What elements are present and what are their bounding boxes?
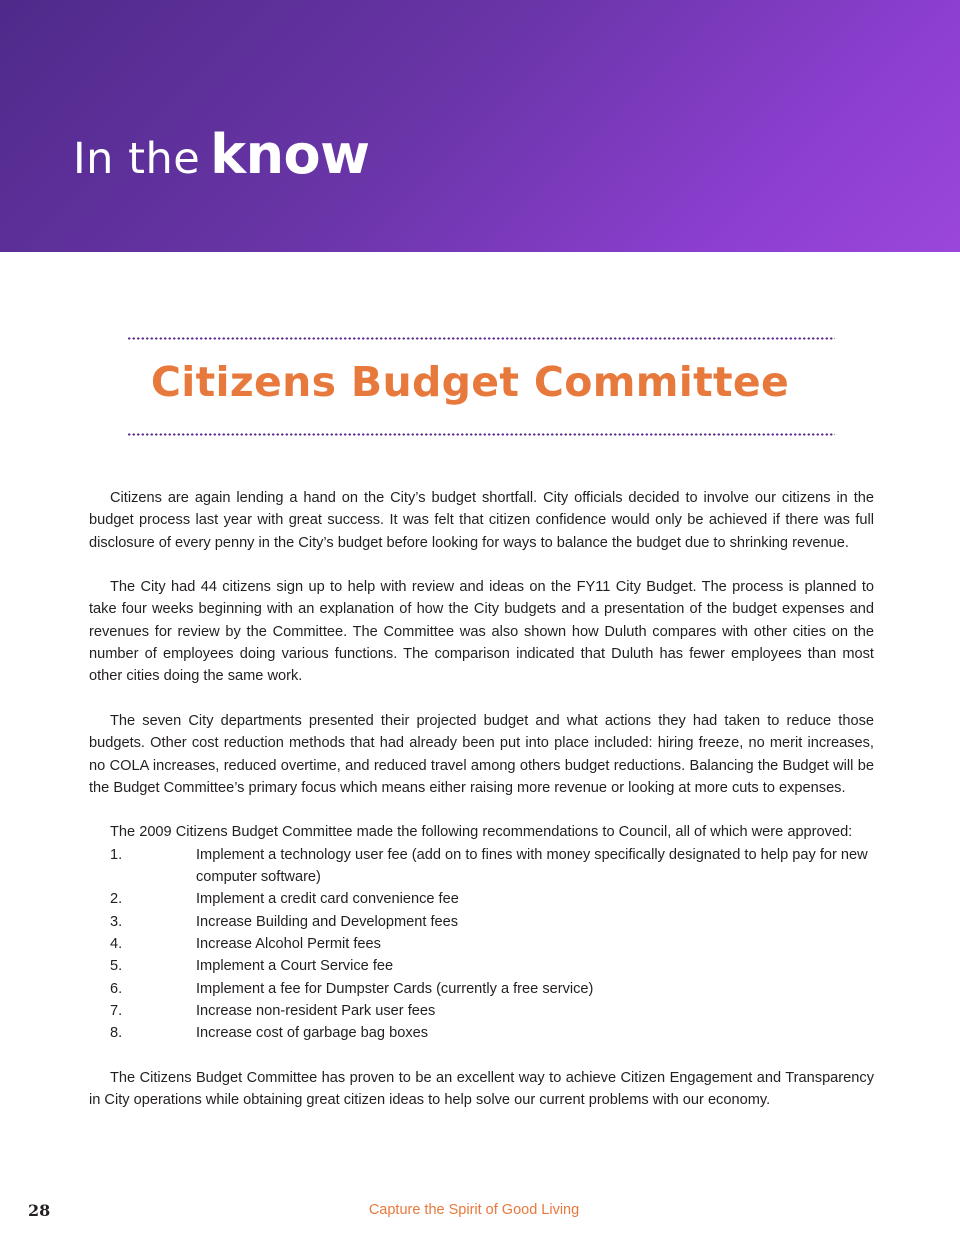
- list-item-number: 5.: [110, 958, 123, 975]
- list-item: [89, 978, 874, 1000]
- list-item: [89, 933, 874, 955]
- list-item-text: Increase cost of garbage bag boxes: [196, 1025, 429, 1042]
- recommendations-list: [89, 844, 874, 1045]
- dotted-divider-top: [127, 337, 835, 340]
- header-banner: [0, 0, 960, 252]
- list-item-text: Increase non-resident Park user fees: [196, 1002, 436, 1019]
- list-item-number: 1.: [110, 846, 123, 863]
- paragraph: The seven City departments presented their projected budget and what actions they had taken to reduce those budgets. Other cost reduction methods that had already been put into place included: hiring freeze, no merit increases, no COLA increases, reduced overtime, and reduced travel among others budget reductions. Balancing the Budget will be the Budget Committee’s primary focus which means either raising more revenue or looking at more cuts to expenses.: [89, 712, 874, 796]
- list-item: [89, 1000, 874, 1022]
- list-item: [89, 844, 874, 889]
- page-number: 28: [28, 1201, 51, 1220]
- article-title: Citizens Budget Committee: [150, 358, 790, 406]
- dotted-divider-bottom: [127, 433, 835, 436]
- list-item-number: 4.: [110, 935, 123, 952]
- list-item: [89, 911, 874, 933]
- list-item-text: Implement a credit card convenience fee: [196, 891, 459, 908]
- list-item: [89, 888, 874, 910]
- paragraph: Citizens are again lending a hand on the City’s budget shortfall. City officials decided to involve our citizens in the budget process last year with great success. It was felt that citizen confidence would only be achieved if there was full disclosure of every penny in the City’s budget before looking for ways to balance the budget due to shrinking revenue.: [89, 490, 874, 551]
- banner-title-light: In the: [73, 134, 201, 184]
- list-item-number: 3.: [110, 913, 123, 930]
- list-item-number: 8.: [110, 1025, 123, 1042]
- footer-tagline: Capture the Spirit of Good Living: [368, 1202, 580, 1218]
- list-item-text: Increase Alcohol Permit fees: [196, 935, 381, 952]
- paragraph: The City had 44 citizens sign up to help with review and ideas on the FY11 City Budget. The process is planned to take four weeks beginning with an explanation of how the City budgets and a presentation of the budget expenses and revenues for review by the Committee. The Committee was also shown how Duluth compares with other cities on the number of employees doing various functions. The comparison indicated that Duluth has fewer employees than most other cities doing the same work.: [89, 579, 874, 685]
- list-item-text: Implement a Court Service fee: [196, 958, 394, 975]
- list-item-number: 2.: [110, 891, 123, 908]
- list-item-text: Implement a fee for Dumpster Cards (currently a free service): [196, 980, 594, 997]
- list-item-text: Increase Building and Development fees: [196, 913, 459, 930]
- list-item: [89, 955, 874, 977]
- list-item-number: 7.: [110, 1002, 123, 1019]
- list-item: [89, 1022, 874, 1044]
- recommendations-intro: The 2009 Citizens Budget Committee made the following recommendations to Council, all of which were approved:: [110, 824, 853, 841]
- list-item-text: Implement a technology user fee (add on to fines with money specifically designated to help pay for new computer software): [196, 846, 868, 886]
- list-item-number: 6.: [110, 980, 123, 997]
- banner-title-bold: know: [210, 123, 370, 186]
- closing-paragraph: The Citizens Budget Committee has proven to be an excellent way to achieve Citizen Engagement and Transparency in City operations while obtaining great citizen ideas to help solve our current problems with our economy.: [89, 1069, 874, 1109]
- article-body: [89, 487, 874, 1134]
- banner-title: [73, 123, 370, 186]
